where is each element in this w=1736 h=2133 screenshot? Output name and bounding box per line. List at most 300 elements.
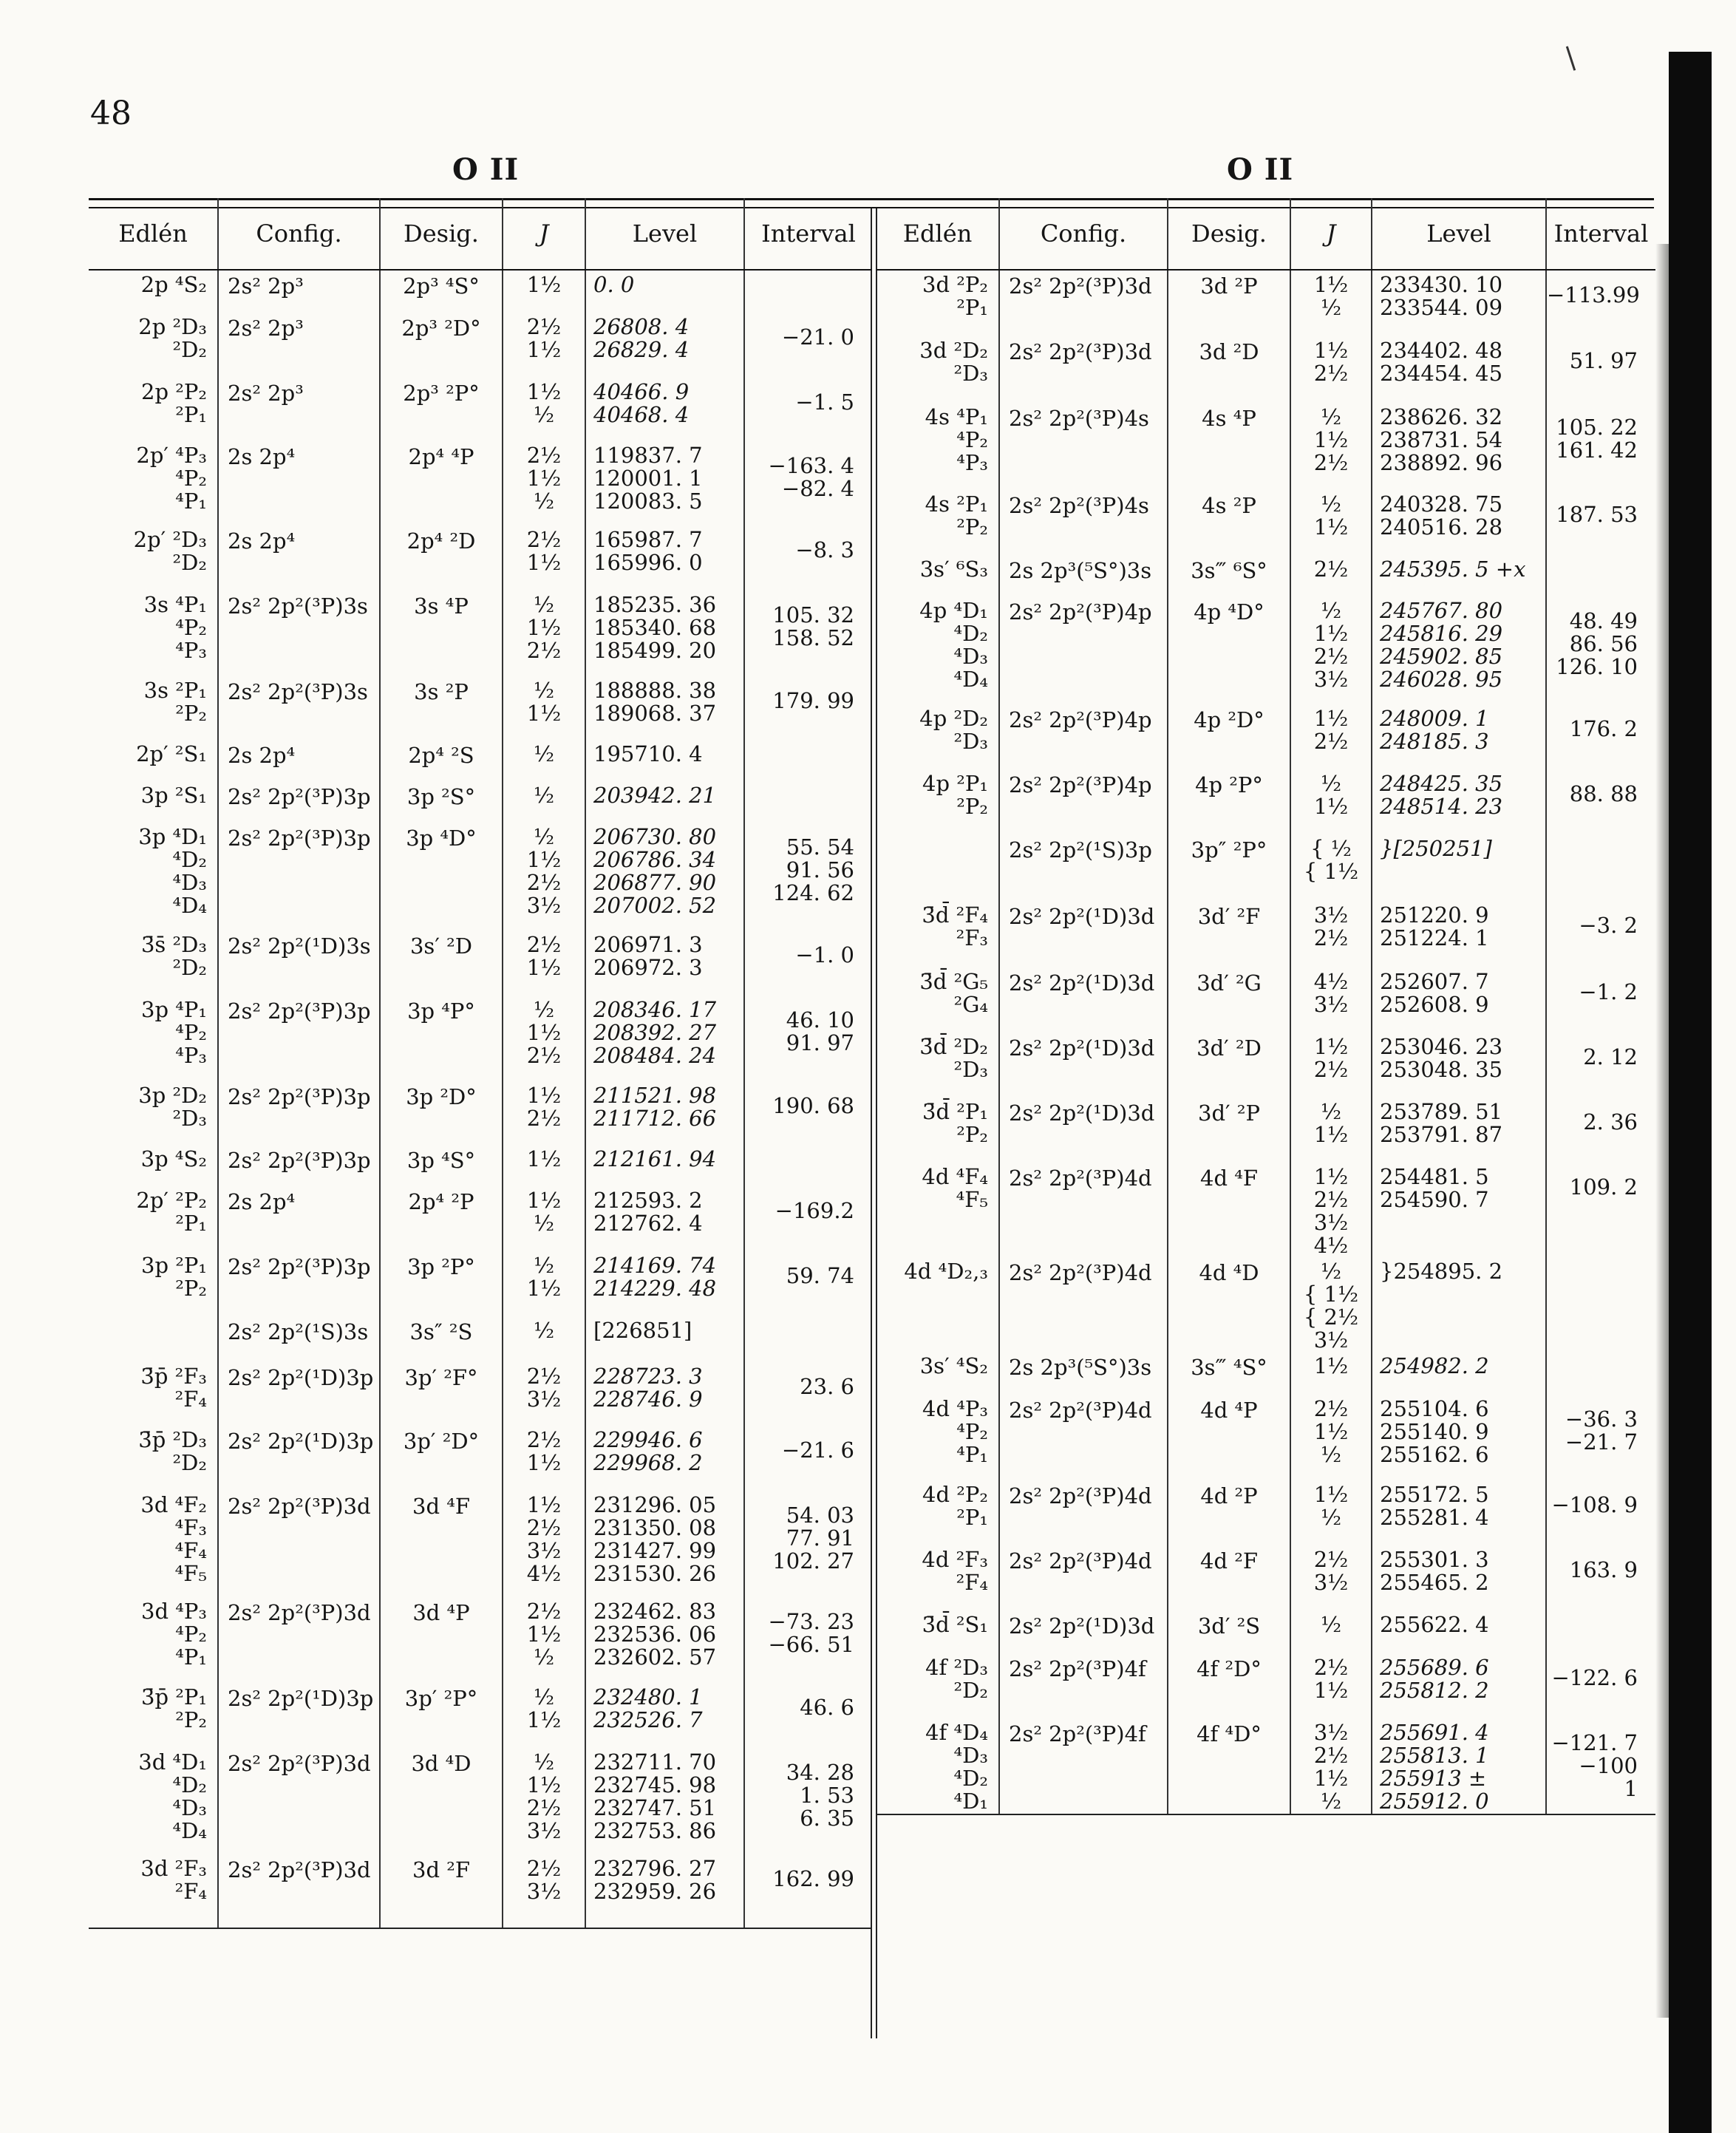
j-value-line: ½ (1320, 1789, 1342, 1814)
j-value-line: 2½ (526, 1364, 562, 1389)
interval-cell (744, 378, 872, 441)
level-line: 255812. 2 (1380, 1678, 1489, 1703)
level-line: }254895. 2 (1380, 1259, 1503, 1284)
interval-line: 158. 52 (772, 625, 854, 650)
edlen-line: 4d ⁴F₄ (922, 1164, 988, 1189)
level-line: 240516. 28 (1380, 514, 1503, 540)
level-line: 246028. 95 (1380, 667, 1503, 692)
edlen-cell (89, 1186, 218, 1251)
level-line: 254590. 7 (1380, 1187, 1489, 1212)
j-value-cell (1290, 1653, 1372, 1718)
config-cell: 2s² 2p²(¹D)3d (999, 901, 1168, 967)
edlen-cell (89, 931, 218, 996)
j-value-line: 4½ (526, 1561, 562, 1586)
interval-cell (744, 676, 872, 740)
j-value-cell (1290, 336, 1372, 403)
j-value-line: 1½ (1313, 427, 1349, 452)
config-cell: 2s² 2p²(¹D)3d (999, 1033, 1168, 1098)
j-value-line: ½ (533, 592, 555, 617)
edlen-line: ²P₂ (956, 514, 988, 540)
level-line: 120083. 5 (593, 489, 703, 514)
j-value-line: ½ (533, 402, 555, 427)
edlen-line: ⁴D₁ (953, 1789, 988, 1814)
designation-cell: 3d′ ²G (1168, 967, 1290, 1033)
config-cell: 2s² 2p²(³P)3d (999, 336, 1168, 403)
j-value-line: 1½ (1313, 1678, 1349, 1703)
interval-cell (1546, 769, 1655, 834)
left-table-body (89, 270, 872, 1928)
interval-line: 161. 42 (1556, 438, 1638, 463)
level-cell (585, 1748, 744, 1854)
level-line: 185499. 20 (593, 638, 717, 663)
level-line: 231350. 08 (593, 1515, 717, 1540)
level-line: 253046. 23 (1380, 1034, 1503, 1059)
edlen-line: ²D₂ (172, 550, 207, 575)
edlen-line: 2p ⁴S₂ (140, 272, 207, 297)
edlen-line: 3̄p̄ ²F₃ (140, 1364, 207, 1389)
interval-line: 124. 62 (772, 880, 854, 905)
edlen-line: 3p ²D₂ (138, 1083, 207, 1108)
config-cell: 2s² 2p²(³P)3d (218, 1854, 380, 1928)
j-value-line: 2½ (1313, 644, 1349, 669)
edlen-line: 3̄d̄ ²G₅ (919, 969, 988, 994)
edlen-line: ⁴D₃ (953, 644, 988, 669)
config-cell: 2s² 2p²(³P)4f (999, 1653, 1168, 1718)
designation-cell: 2p⁴ ⁴P (380, 441, 503, 525)
edlen-cell (89, 1362, 218, 1426)
interval-line: −3. 2 (1579, 913, 1638, 938)
j-value-cell (1290, 769, 1372, 834)
interval-cell (744, 1491, 872, 1597)
left-table-title: O II (452, 152, 520, 187)
config-cell: 2s² 2p²(³P)4d (999, 1480, 1168, 1545)
level-line: 238731. 54 (1380, 427, 1503, 452)
j-value-cell (1290, 1352, 1372, 1395)
level-line: 229946. 6 (593, 1427, 703, 1452)
j-value-line: 1½ (526, 466, 562, 491)
interval-line: −21. 7 (1565, 1429, 1638, 1455)
config-cell: 2s² 2p²(³P)4f (999, 1718, 1168, 1814)
level-cell (585, 1597, 744, 1683)
interval-line: −36. 3 (1565, 1406, 1638, 1432)
edlen-cell (876, 555, 999, 596)
interval-line: −8. 3 (795, 537, 854, 562)
j-value-line: 3½ (526, 1387, 562, 1412)
j-value-line: 2½ (526, 1427, 562, 1452)
interval-line: −108. 9 (1551, 1492, 1638, 1517)
table-row (876, 1395, 1655, 1480)
level-line: 212161. 94 (593, 1146, 717, 1171)
table-row (876, 1480, 1655, 1545)
table-row (876, 769, 1655, 834)
interval-line: 34. 28 (786, 1760, 854, 1785)
j-value-cell (1290, 1610, 1372, 1653)
interval-line: 88. 88 (1569, 781, 1638, 806)
j-value-line: 1½ (1313, 706, 1349, 731)
designation-cell: 4s ⁴P (1168, 403, 1290, 490)
j-value-line: 1½ (526, 1188, 562, 1213)
j-value-line: 1½ (526, 1772, 562, 1797)
table-row (876, 1352, 1655, 1395)
interval-line: −113.99 (1547, 282, 1640, 307)
table-row (876, 490, 1655, 555)
j-value-line: ½ (1320, 1505, 1342, 1530)
designation-cell: 3p ⁴S° (380, 1145, 503, 1186)
level-cell (1372, 336, 1546, 403)
level-line: 248009. 1 (1380, 706, 1489, 731)
table-row (89, 378, 872, 441)
level-line: 206730. 80 (593, 824, 717, 849)
edlen-line: 4d ²F₃ (922, 1547, 988, 1572)
j-value-line: 1½ (1313, 621, 1349, 646)
edlen-line: 3s ⁴P₁ (143, 592, 207, 617)
config-cell: 2s² 2p²(³P)3s (218, 591, 380, 676)
level-cell (1372, 1718, 1546, 1814)
level-line: 253791. 87 (1380, 1122, 1503, 1147)
edlen-line: 3d ⁴F₂ (140, 1492, 207, 1517)
j-value-line: 2½ (526, 1043, 562, 1068)
j-value-line: 2½ (526, 870, 562, 895)
designation-cell: 2p⁴ ²D (380, 525, 503, 591)
interval-cell (744, 441, 872, 525)
interval-line: −21. 6 (781, 1438, 854, 1463)
level-line: 238626. 32 (1380, 404, 1503, 429)
interval-line: −100 (1579, 1753, 1638, 1778)
level-cell (1372, 1257, 1546, 1352)
j-value-line: 2½ (526, 1106, 562, 1131)
j-value-line: ½ (533, 1749, 555, 1775)
config-cell: 2s² 2p²(³P)4d (999, 1257, 1168, 1352)
edlen-line: ⁴P₂ (956, 1419, 988, 1444)
interval-line: 105. 22 (1556, 415, 1638, 440)
designation-cell: 3d ²P (1168, 270, 1290, 336)
edlen-cell (89, 1251, 218, 1316)
j-value-line: 1½ (526, 1083, 562, 1108)
designation-cell: 3d ⁴F (380, 1491, 503, 1597)
page-binding-edge (1669, 52, 1712, 2133)
interval-cell (744, 1854, 872, 1928)
j-value-line: ½ (533, 1253, 555, 1278)
designation-cell: 3d ⁴P (380, 1597, 503, 1683)
level-line: 232747. 51 (593, 1795, 717, 1820)
interval-line: 59. 74 (786, 1263, 854, 1288)
table-row (89, 1748, 872, 1854)
config-cell: 2s² 2p²(³P)4s (999, 403, 1168, 490)
level-cell (585, 441, 744, 525)
j-value-cell (1290, 1098, 1372, 1163)
designation-cell: 3p ²S° (380, 781, 503, 823)
edlen-cell (876, 1098, 999, 1163)
edlen-cell (876, 490, 999, 555)
edlen-line: 3d ⁴D₁ (138, 1749, 207, 1775)
level-line: 214229. 48 (593, 1276, 717, 1301)
designation-cell: 3s ²P (380, 676, 503, 740)
edlen-line: 4p ²D₂ (919, 706, 988, 731)
edlen-line: 2p′ ⁴P₃ (136, 443, 207, 468)
interval-line: −121. 7 (1551, 1730, 1638, 1755)
edlen-line: ⁴F₃ (174, 1515, 207, 1540)
designation-cell: 4d ⁴D (1168, 1257, 1290, 1352)
config-cell: 2s 2p⁴ (218, 525, 380, 591)
j-value-line: 1½ (526, 847, 562, 872)
right-table-body (876, 270, 1655, 1814)
interval-cell (744, 1316, 872, 1362)
interval-line: −163. 4 (768, 453, 854, 478)
edlen-cell (89, 1491, 218, 1597)
config-cell: 2s² 2p²(³P)3p (218, 996, 380, 1081)
left-energy-level-table (89, 198, 872, 1929)
edlen-cell (876, 1163, 999, 1257)
edlen-line: ⁴P₁ (175, 489, 207, 514)
interval-cell (744, 591, 872, 676)
j-value-line: 3½ (526, 1818, 562, 1843)
interval-cell (744, 996, 872, 1081)
table-row (89, 270, 872, 313)
edlen-line: ⁴D₃ (953, 1743, 988, 1768)
edlen-line: ⁴F₅ (174, 1561, 207, 1586)
edlen-line: ²D₂ (172, 955, 207, 980)
table-row (876, 901, 1655, 967)
interval-line: 86. 56 (1569, 631, 1638, 656)
table-row (89, 1426, 872, 1491)
j-value-line: 1½ (526, 955, 562, 980)
config-cell: 2s² 2p³ (218, 270, 380, 313)
designation-cell: 2p⁴ ²P (380, 1186, 503, 1251)
config-cell: 2s² 2p²(³P)3d (218, 1748, 380, 1854)
config-cell: 2s² 2p²(¹D)3p (218, 1362, 380, 1426)
config-cell: 2s² 2p²(¹D)3p (218, 1426, 380, 1491)
edlen-cell (89, 996, 218, 1081)
level-line: 232526. 7 (593, 1707, 703, 1732)
designation-cell: 4s ²P (1168, 490, 1290, 555)
config-cell: 2s² 2p²(¹D)3d (999, 967, 1168, 1033)
interval-cell (1546, 336, 1655, 403)
level-line: 206972. 3 (593, 955, 703, 980)
edlen-line: ⁴D₂ (953, 1766, 988, 1791)
j-value-line: 3½ (1313, 1327, 1349, 1353)
table-row (876, 596, 1655, 704)
level-line: 231296. 05 (593, 1492, 717, 1517)
edlen-line: 2p ²D₃ (138, 314, 207, 339)
designation-cell: 3p′ ²D° (380, 1426, 503, 1491)
designation-cell: 3d′ ²P (1168, 1098, 1290, 1163)
edlen-cell (876, 1718, 999, 1814)
designation-cell: 4f ⁴D° (1168, 1718, 1290, 1814)
level-line: 232959. 26 (593, 1879, 717, 1904)
interval-cell (744, 313, 872, 378)
edlen-line: 4d ²P₂ (922, 1482, 988, 1507)
level-line: 255691. 4 (1380, 1720, 1489, 1745)
j-value-cell (1290, 704, 1372, 769)
j-value-cell (503, 270, 585, 313)
level-line: 228723. 3 (593, 1364, 703, 1389)
interval-line: 163. 9 (1569, 1557, 1638, 1582)
level-line: 232536. 06 (593, 1622, 717, 1647)
level-line: 231427. 99 (593, 1538, 717, 1563)
left-header-row (89, 198, 872, 270)
interval-cell (744, 781, 872, 823)
j-value-cell (503, 1316, 585, 1362)
j-value-line: { 2½ (1303, 1304, 1359, 1330)
table-row (876, 704, 1655, 769)
edlen-cell (876, 834, 999, 901)
level-line: 232796. 27 (593, 1856, 717, 1881)
config-cell: 2s² 2p³ (218, 313, 380, 378)
designation-cell: 4d ²P (1168, 1480, 1290, 1545)
interval-line: −169.2 (775, 1198, 854, 1223)
j-value-line: 3½ (526, 1879, 562, 1904)
level-line: 255913 ± (1380, 1766, 1487, 1791)
level-line: 255912. 0 (1380, 1789, 1489, 1814)
level-line: 211712. 66 (593, 1106, 717, 1131)
edlen-line: 4p ²P₁ (922, 771, 988, 796)
j-value-line: 2½ (1313, 925, 1349, 950)
edlen-line: 4d ⁴P₃ (922, 1396, 988, 1421)
edlen-line: ⁴P₁ (956, 1442, 988, 1467)
designation-cell: 3s‴ ⁴S° (1168, 1352, 1290, 1395)
interval-line: −1. 5 (795, 389, 854, 415)
interval-line: 91. 56 (786, 857, 854, 882)
table-row (876, 1610, 1655, 1653)
table-row (89, 1081, 872, 1145)
level-cell (1372, 1653, 1546, 1718)
level-line: 255162. 6 (1380, 1442, 1489, 1467)
level-line: 208484. 24 (593, 1043, 717, 1068)
level-cell (585, 931, 744, 996)
header-interval: Interval (744, 198, 872, 270)
level-line: 232745. 98 (593, 1772, 717, 1797)
j-value-line: 3½ (1313, 667, 1349, 692)
edlen-line: 3s ²P₁ (143, 678, 207, 703)
j-value-cell (503, 525, 585, 591)
interval-line: −73. 23 (768, 1609, 854, 1634)
level-line: 40466. 9 (593, 379, 690, 404)
edlen-line: 3̄d̄ ²S₁ (922, 1612, 988, 1637)
edlen-line: 4s ²P₁ (925, 491, 988, 517)
level-line: }[250251] (1380, 836, 1492, 861)
j-value-line: { ½ (1310, 836, 1352, 861)
edlen-cell (89, 270, 218, 313)
table-row (89, 676, 872, 740)
edlen-line: ²D₃ (172, 1106, 207, 1131)
j-value-cell (1290, 834, 1372, 901)
edlen-line: 3d ⁴P₃ (141, 1599, 207, 1624)
level-line: 232480. 1 (593, 1684, 703, 1710)
edlen-cell (89, 1316, 218, 1362)
table-row (89, 740, 872, 781)
edlen-line: 3d ²P₂ (922, 272, 988, 297)
edlen-cell (89, 591, 218, 676)
level-line: 203942. 21 (593, 783, 717, 808)
edlen-cell (876, 403, 999, 490)
edlen-cell (89, 823, 218, 931)
edlen-cell (876, 1653, 999, 1718)
table-row (876, 1163, 1655, 1257)
edlen-line: 3s′ ⁴S₂ (919, 1353, 988, 1378)
j-value-line: ½ (533, 997, 555, 1022)
interval-line: 23. 6 (800, 1374, 854, 1399)
level-line: 228746. 9 (593, 1387, 703, 1412)
edlen-cell (876, 1610, 999, 1653)
edlen-cell (876, 901, 999, 967)
edlen-line: ²P₂ (956, 1122, 988, 1147)
level-line: 255172. 5 (1380, 1482, 1489, 1507)
j-value-line: ½ (1320, 404, 1342, 429)
interval-cell (1546, 555, 1655, 596)
edlen-line: ⁴P₂ (175, 1622, 207, 1647)
j-value-line: ½ (1320, 1442, 1342, 1467)
designation-cell: 3s″ ²S (380, 1316, 503, 1362)
edlen-cell (89, 1683, 218, 1748)
j-value-line: ½ (533, 783, 555, 808)
j-value-line: 2½ (1313, 361, 1349, 386)
j-value-line: 3½ (1313, 902, 1349, 928)
header-interval: Interval (1546, 198, 1655, 270)
interval-cell (744, 740, 872, 781)
level-line: 232462. 83 (593, 1599, 717, 1624)
level-line: 245902. 85 (1380, 644, 1503, 669)
edlen-line: 3̄d̄ ²D₂ (919, 1034, 988, 1059)
interval-cell (1546, 490, 1655, 555)
j-value-line: 3½ (526, 893, 562, 918)
level-line: 119837. 7 (593, 443, 703, 468)
edlen-cell (876, 769, 999, 834)
level-line: 185340. 68 (593, 615, 717, 640)
interval-cell (744, 1251, 872, 1316)
j-value-cell (503, 378, 585, 441)
designation-cell: 2p⁴ ²S (380, 740, 503, 781)
edlen-line: 4f ²D₃ (925, 1655, 988, 1680)
edlen-cell (876, 270, 999, 336)
header-edlen: Edlén (89, 198, 218, 270)
level-line: 255140. 9 (1380, 1419, 1489, 1444)
edlen-line: ²F₄ (174, 1879, 207, 1904)
edlen-cell (89, 1597, 218, 1683)
right-header-row (876, 198, 1655, 270)
header-j: J (1290, 198, 1372, 270)
level-cell (1372, 555, 1546, 596)
level-line: 232753. 86 (593, 1818, 717, 1843)
interval-line: 176. 2 (1569, 716, 1638, 741)
edlen-line: ⁴F₅ (956, 1187, 988, 1212)
level-line: 206971. 3 (593, 932, 703, 957)
j-value-cell (503, 1683, 585, 1748)
designation-cell: 3d′ ²F (1168, 901, 1290, 967)
j-value-line: 1½ (526, 1450, 562, 1475)
j-value-line: 1½ (526, 615, 562, 640)
config-cell: 2s² 2p²(³P)4p (999, 596, 1168, 704)
j-value-cell (503, 1854, 585, 1928)
edlen-cell (89, 441, 218, 525)
config-cell: 2s² 2p²(³P)3p (218, 823, 380, 931)
header-config: Config. (218, 198, 380, 270)
j-value-line: 1½ (1313, 1482, 1349, 1507)
interval-cell (1546, 270, 1655, 336)
interval-line: 109. 2 (1569, 1174, 1638, 1200)
level-line: 185235. 36 (593, 592, 717, 617)
level-line: 251220. 9 (1380, 902, 1489, 928)
edlen-line: 3p ²P₁ (141, 1253, 207, 1278)
designation-cell: 4d ⁴P (1168, 1395, 1290, 1480)
level-cell (1372, 901, 1546, 967)
designation-cell: 3p ⁴P° (380, 996, 503, 1081)
level-cell (585, 676, 744, 740)
j-value-line: 3½ (1313, 992, 1349, 1017)
interval-line: 51. 97 (1569, 348, 1638, 373)
table-row (89, 1597, 872, 1683)
level-line: 233430. 10 (1380, 272, 1503, 297)
edlen-cell (89, 1426, 218, 1491)
